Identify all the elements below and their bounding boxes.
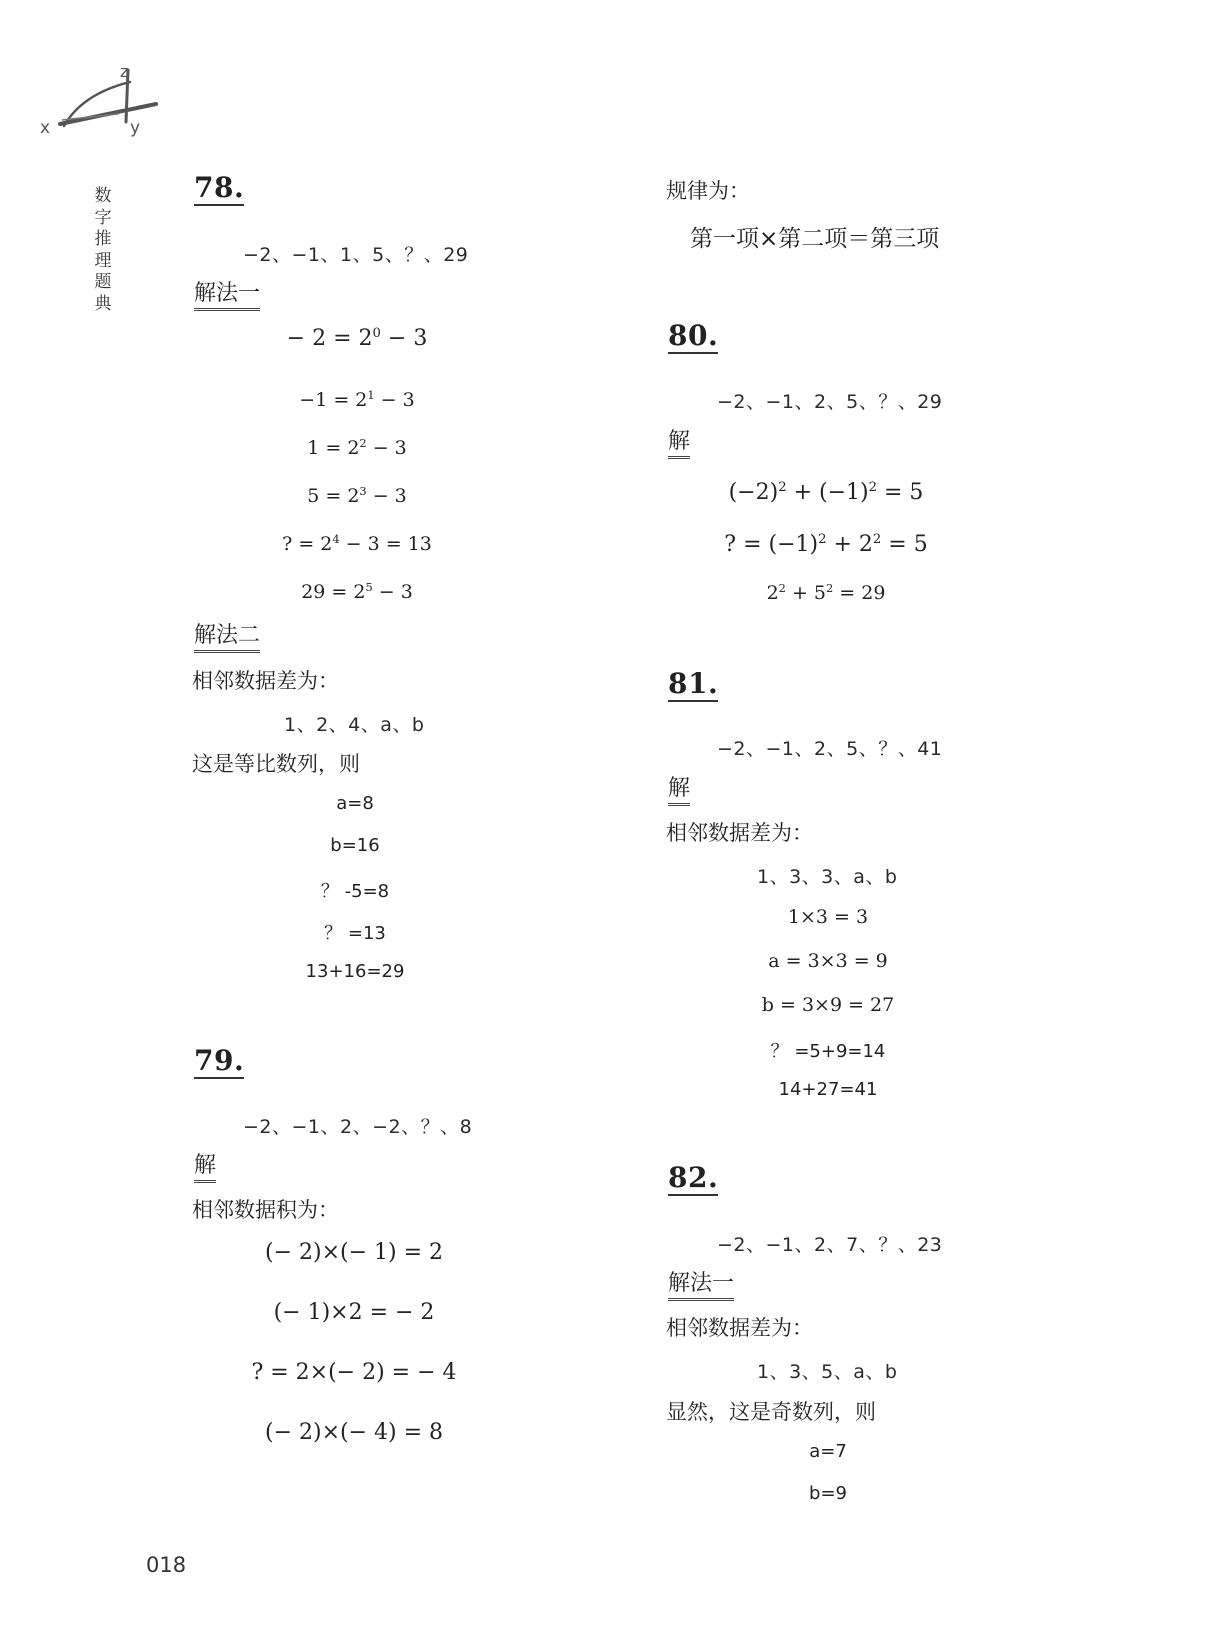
page-number: 018 [146,1553,187,1577]
problem-78-method-1-label: 解法一 [194,280,260,311]
problem-82-value-b: b=9 [809,1483,847,1504]
problem-79-equation-4: (− 2)×(− 4) = 8 [264,1420,444,1445]
problem-81-difference-sequence: 1、3、3、a、b [757,866,898,888]
problem-78-equation-1: − $2 = 2^0 - 3$ [286,326,428,351]
problem-78-sequence: −2、−1、1、5、？、29 [243,244,469,266]
book-title-vertical [90,186,116,315]
problem-81-difference-text: 相邻数据差为： [666,821,813,845]
logo-axis-y: y [130,118,141,138]
xyz-axes-icon [38,60,168,149]
book-title-char: 典 [94,293,112,314]
book-title-char: 题 [94,272,112,292]
problem-78-difference-sequence: 1、2、4、a、b [284,714,425,736]
problem-78-equation-6: $29 = 2^5 - 3$ [301,580,413,603]
problem-78-equation-2: $-1 = 2^1 - 3$ [299,388,415,411]
problem-82-odd-text: 显然，这是奇数列，则 [666,1400,876,1424]
problem-79-rule-text: 规律为： [666,179,750,203]
problem-79-solution-label: 解 [194,1152,216,1183]
problem-78-difference-text: 相邻数据差为： [192,669,339,693]
problem-81-solution-label: 解 [668,775,690,806]
book-title-char: 数 [94,186,112,206]
problem-78-method-2-label: 解法二 [194,622,260,653]
problem-80-equation-1: $(-2)^2 + (-1)^2 = 5$ [728,480,924,505]
problem-79-rule-equation: 第一项×第二项＝第三项 [690,226,940,252]
problem-80-equation-3: $2^2 + 5^2 = 29$ [766,581,886,604]
problem-82-method-1-label: 解法一 [668,1270,734,1301]
logo-axis-z: z [120,62,129,81]
problem-81-equation-3: b = 3×9 = 27 [761,994,895,1016]
problem-82-value-a: a=7 [809,1441,847,1462]
problem-78-geometric-text: 这是等比数列，则 [192,752,360,776]
problem-82-number: 82. [668,1161,719,1194]
problem-79-number: 79. [194,1044,245,1077]
problem-78-equation-4: $5 = 2^3 - 3$ [307,484,407,507]
problem-81-sequence: −2、−1、2、5、？、41 [717,738,943,760]
book-title-char: 字 [94,207,112,228]
problem-78-value-sum: 13+16=29 [305,961,405,982]
problem-81-equation-2: a = 3×3 = 9 [768,950,888,972]
book-title-char: 推 [94,229,112,249]
problem-80-number: 80. [668,319,719,352]
problem-80-equation-2: ? = $(-1)^2 + 2^2 = 5$ [724,532,928,557]
logo-axis-x: x [40,118,51,138]
problem-78-value-q-minus: ？ -5=8 [320,881,390,902]
problem-78-value-q: ？ =13 [324,923,386,944]
problem-78-equation-5: ? = $2^4 - 3 = 13$ [282,532,432,555]
problem-82-difference-sequence: 1、3、5、a、b [757,1361,898,1383]
book-title-char: 理 [94,250,112,271]
problem-82-difference-text: 相邻数据差为： [666,1316,813,1340]
problem-79-equation-3: ? = 2×(− 2) = − 4 [251,1360,457,1385]
problem-79-sequence: −2、−1、2、−2、？、8 [243,1116,473,1138]
problem-81-value-sum: 14+27=41 [778,1079,878,1100]
problem-79-equation-1: (− 2)×(− 1) = 2 [264,1240,444,1265]
problem-79-equation-2: (− 1)×2 = − 2 [273,1300,435,1325]
problem-81-number: 81. [668,667,719,700]
problem-79-product-text: 相邻数据积为： [192,1198,339,1222]
problem-78-value-b: b=16 [330,835,380,856]
problem-78-number: 78. [194,171,245,204]
problem-78-equation-3: $1 = 2^2 - 3$ [307,436,407,459]
problem-82-sequence: −2、−1、2、7、？、23 [717,1234,943,1256]
problem-80-sequence: −2、−1、2、5、？、29 [717,391,943,413]
problem-81-value-q: ？ =5+9=14 [770,1041,886,1062]
problem-78-value-a: a=8 [336,793,374,814]
problem-80-solution-label: 解 [668,428,690,459]
problem-81-equation-1: 1×3 = 3 [787,906,869,928]
